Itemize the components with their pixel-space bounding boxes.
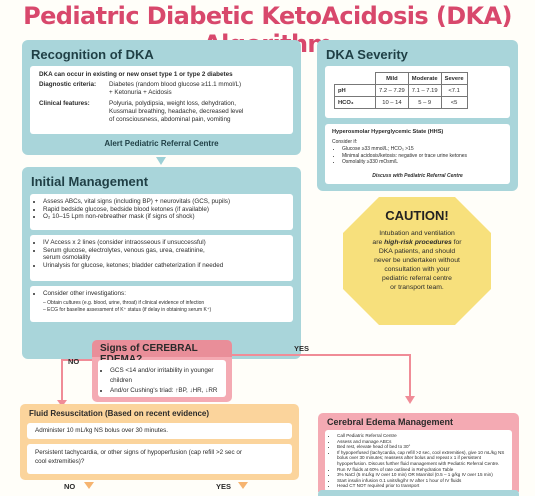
arrow-down-icon — [84, 482, 94, 489]
list-item: • Consider other investigations: — [43, 290, 290, 298]
features-line-2: Kussmaul breathing, headache, decreased level — [109, 108, 244, 115]
list-item: • Osmolality ≥330 mOsm/L — [342, 159, 506, 166]
fluid-box-2-line-2: cool extremities)? — [35, 458, 85, 465]
list-item: • Run IV fluids at 60% of rate outlined in Rehydration Table — [337, 467, 509, 473]
severity-header: DKA Severity — [326, 47, 408, 62]
criteria-line-1: Diabetes (random blood glucose ≥11.1 mmol/L) — [109, 81, 242, 88]
no-connector — [62, 360, 92, 404]
recognition-intro: DKA can occur in existing or new onset type 1 or type 2 diabetes — [39, 71, 233, 78]
hhs-title: Hyperosmolar Hyperglycemic State (HHS) — [332, 129, 444, 135]
table-cell: pH — [335, 85, 376, 97]
table-cell: <7.1 — [441, 85, 467, 97]
list-item: • Head CT NOT required prior to transport — [337, 483, 509, 489]
list-item: • Glucose ≥33 mmol/L; HCO₃ >15 — [342, 146, 506, 153]
features-line-3: of consciousness, abdominal pain, vomiting — [109, 116, 231, 123]
fluid-box-1-text: Administer 10 mL/kg NS bolus over 30 minutes. — [35, 427, 168, 434]
cerebral-signs-list — [102, 366, 224, 396]
fluid-yes-label: YES — [216, 482, 232, 491]
arrow-down-icon — [405, 396, 415, 404]
caution-title: CAUTION! — [385, 208, 449, 223]
list-item: • And/or Cushing's triad: ↑BP, ↓HR, ↓RR — [110, 386, 224, 396]
recognition-footer: Alert Pediatric Referral Centre — [104, 139, 219, 148]
initial-header: Initial Management — [31, 174, 149, 189]
list-item: • Minimal acidosis/ketosis: negative or trace urine ketones — [342, 153, 506, 160]
features-label: Clinical features: — [39, 100, 90, 107]
caution-line-2c: for — [451, 239, 462, 246]
hhs-consider: Consider if: — [332, 139, 358, 145]
criteria-label: Diagnostic criteria: — [39, 81, 97, 88]
criteria-line-2: + Ketonuria + Acidosis — [109, 89, 172, 96]
caution-line-4: never be undertaken without — [374, 257, 460, 264]
caution-line-1: Intubation and ventilation — [379, 230, 455, 237]
arrow-down-icon — [238, 482, 248, 489]
caution-line-5: consultation with your — [384, 266, 450, 273]
caution-line-3: DKA patients, and should — [378, 248, 456, 255]
recognition-header: Recognition of DKA — [31, 47, 154, 62]
no-label: NO — [68, 357, 80, 366]
fluid-panel — [20, 404, 299, 480]
list-item: • Serum glucose, electrolytes, venous gas, urea, creatinine, — [43, 247, 290, 255]
caution-line-7: or transport team. — [390, 284, 444, 291]
cerebral-mgmt-panel — [318, 413, 519, 492]
list-item: • Rapid bedside glucose, bedside blood ketones (if available) — [43, 206, 290, 214]
investigation-1: – Obtain cultures (e.g. blood, urine, throat) if clinical evidence of infection — [43, 300, 205, 306]
investigation-2: – ECG for baseline assessment of K⁺ status (if delay in obtaining serum K⁺) — [43, 307, 212, 313]
features-line-1: Polyuria, polydipsia, weight loss, dehydration, — [109, 100, 237, 107]
caution-emphasis: high-risk procedures — [384, 239, 452, 246]
table-header-cell: Severe — [441, 73, 467, 85]
list-item: • IV Access x 2 lines (consider intraosseous if unsuccessful) — [43, 239, 290, 247]
fluid-box-1 — [27, 423, 292, 439]
next-step-panel — [318, 490, 519, 496]
fluid-box-2 — [27, 444, 292, 474]
table-cell: 7.2 – 7.29 — [376, 85, 409, 97]
list-item: • GCS <14 and/or irritability in younger children — [110, 366, 224, 386]
table-cell: <5 — [441, 97, 467, 109]
fluid-no-label: NO — [64, 482, 76, 491]
list-item: • If hypoperfused (tachycardia, cap refill >2 sec, cool extremities), give 10 mL/kg NS bolus over 30 minutes; reassess after bolus and repeat x 1 if persistent hypoperfusion. Discuss further fluid management with Pediatric Referral Centre. — [337, 450, 509, 467]
table-cell: 10 – 14 — [376, 97, 409, 109]
cerebral-signs-header: Signs of CEREBRAL — [92, 340, 232, 357]
cerebral-mgmt-header: Cerebral Edema Management — [327, 417, 454, 427]
cerebral-mgmt-body — [325, 430, 512, 492]
list-item: • Call Pediatric Referral Centre — [337, 433, 509, 439]
list-item: • Bed rest, elevate head of bed to 30° — [337, 444, 509, 450]
fluid-header: Fluid Resuscitation (Based on recent evidence) — [29, 409, 210, 418]
list-item: • 3% NaCl (5 mL/kg IV over 10 min) OR Mannitol (0.5 – 1 g/kg IV over 15 min) — [337, 472, 509, 478]
yes-connector — [232, 355, 410, 400]
yes-label: YES — [294, 344, 310, 353]
list-item: • Start insulin infusion 0.1 units/kg/hr IV after 1 hour of IV fluids — [337, 478, 509, 484]
caution-line-2a: are — [372, 239, 385, 246]
cerebral-signs-panel — [92, 340, 232, 402]
list-item: • O₂ 10–15 Lpm non-rebreather mask (if signs of shock) — [43, 213, 290, 221]
table-cell: 7.1 – 7.19 — [408, 85, 441, 97]
table-header-cell: Mild — [376, 73, 409, 85]
table-cell: HCO₃ — [335, 97, 376, 109]
cerebral-signs-body — [98, 360, 226, 397]
caution-line-6: pediatric referral centre — [382, 275, 452, 282]
list-item: • Urinalysis for glucose, ketones; bladder catheterization if needed — [43, 262, 290, 270]
page-title: Pediatric Diabetic KetoAcidosis (DKA) — [23, 2, 512, 30]
hhs-footer: Discuss with Pediatric Referral Centre — [372, 173, 463, 179]
fluid-box-2-line-1: Persistent tachycardia, or other signs of hypoperfusion (cap refill >2 sec or — [35, 449, 243, 456]
table-header-cell: Moderate — [408, 73, 441, 85]
list-item: • Assess and manage ABCs — [337, 439, 509, 445]
list-item: serum osmolality — [43, 254, 91, 262]
list-item: • Assess ABCs, vital signs (including BP) + neurovitals (GCS, pupils) — [43, 198, 290, 206]
table-cell: 5 – 9 — [408, 97, 441, 109]
cerebral-mgmt-list — [329, 433, 509, 489]
